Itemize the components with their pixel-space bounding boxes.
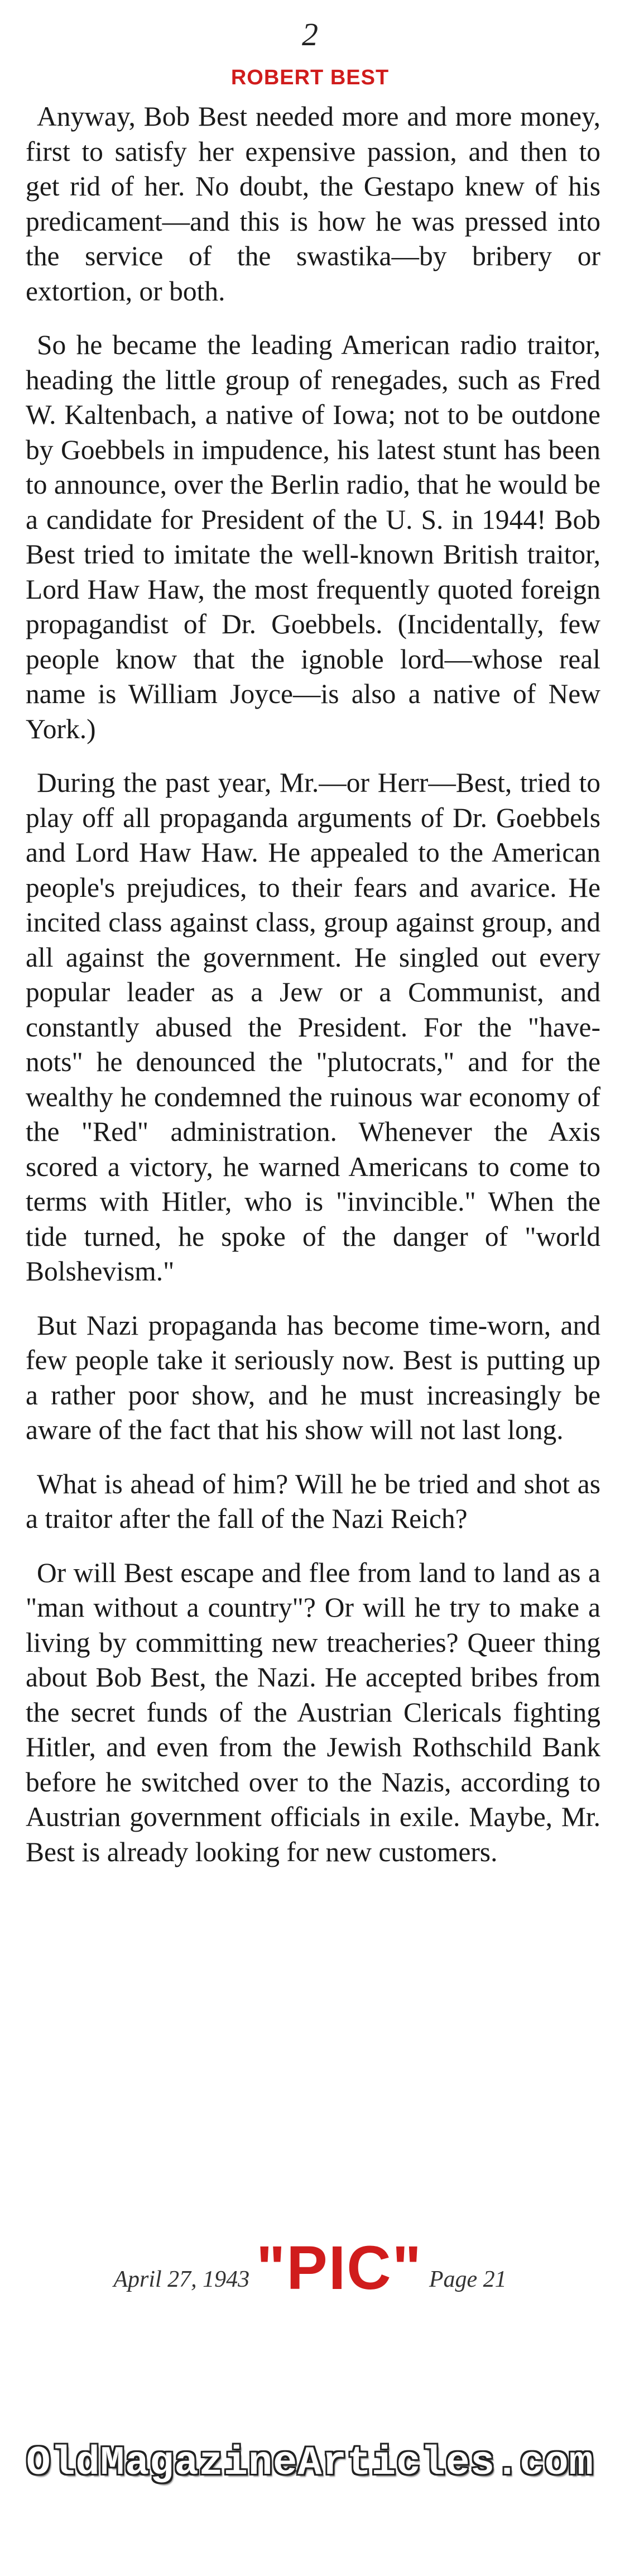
article-paragraph: What is ahead of him? Will he be tried and shot as a traitor after the fall of the Nazi Reich? xyxy=(26,1468,600,1534)
footer-credit xyxy=(0,2233,620,2303)
magazine-logo: "PIC" xyxy=(256,2234,422,2302)
article-paragraph: Anyway, Bob Best needed more and more money, first to satisfy her expensive passion, and then to get rid of her. No doubt, the Gestapo knew of his predicament—and this is how he was pressed into the service of the swastika—by bribery or extortion, or both. xyxy=(26,101,600,307)
running-head: ROBERT BEST xyxy=(230,66,390,89)
footer-date: April 27, 1943 xyxy=(113,2267,250,2292)
footer-page-label: Page 21 xyxy=(429,2267,507,2292)
article-paragraph: But Nazi propaganda has become time-worn, and few people take it seriously now. Best is putting up a rather poor show, and he must increasingly be aware of the fact that his show will not last long. xyxy=(26,1309,600,1445)
article-paragraph: So he became the leading American radio traitor, heading the little group of renegades, such as Fred W. Kaltenbach, a native of Iowa; not to be outdone by Goebbels in impudence, his latest stunt has been to announce, over the Berlin radio, that he would be a candidate for President of the U. S. in 1944! Bob Best tried to imitate the well-known British traitor, Lord Haw Haw, the most frequently quoted foreign propagandist of Dr. Goebbels. (Incidentally, few people know that the ignoble lord—whose real name is William Joyce—is also a native of New York.) xyxy=(26,329,600,744)
article-paragraph: Or will Best escape and flee from land to land as a "man without a country"? Or will he try to make a living by committing new treacheries? Queer thing about Bob Best, the Nazi. He accepted bribes from the secret funds of the Austrian Clericals fighting Hitler, and even from the Jewish Rothschild Bank before he switched over to the Nazis, according to Austrian government officials in exile. Maybe, Mr. Best is already looking for new customers. xyxy=(26,1557,600,1867)
article-paragraph: During the past year, Mr.—or Herr—Best, tried to play off all propaganda arguments of Dr. Goebbels and Lord Haw Haw. He appealed to the American people's prejudices, to their fears and avarice. He incited class against class, group against group, and all against the government. He singled out every popular leader as a Jew or a Communist, and constantly abused the President. For the "have-nots" he denounced the "plutocrats," and for the wealthy he condemned the ruinous war economy of the "Red" administration. Whenever the Axis scored a victory, he warned Americans to come to terms with Hitler, who is "invincible." When the tide turned, he spoke of the danger of "world Bolshevism." xyxy=(26,767,600,1287)
article-body xyxy=(26,99,600,1889)
site-watermark: OldMagazineArticles.com xyxy=(26,2440,594,2486)
page-number: 2 xyxy=(302,16,318,52)
